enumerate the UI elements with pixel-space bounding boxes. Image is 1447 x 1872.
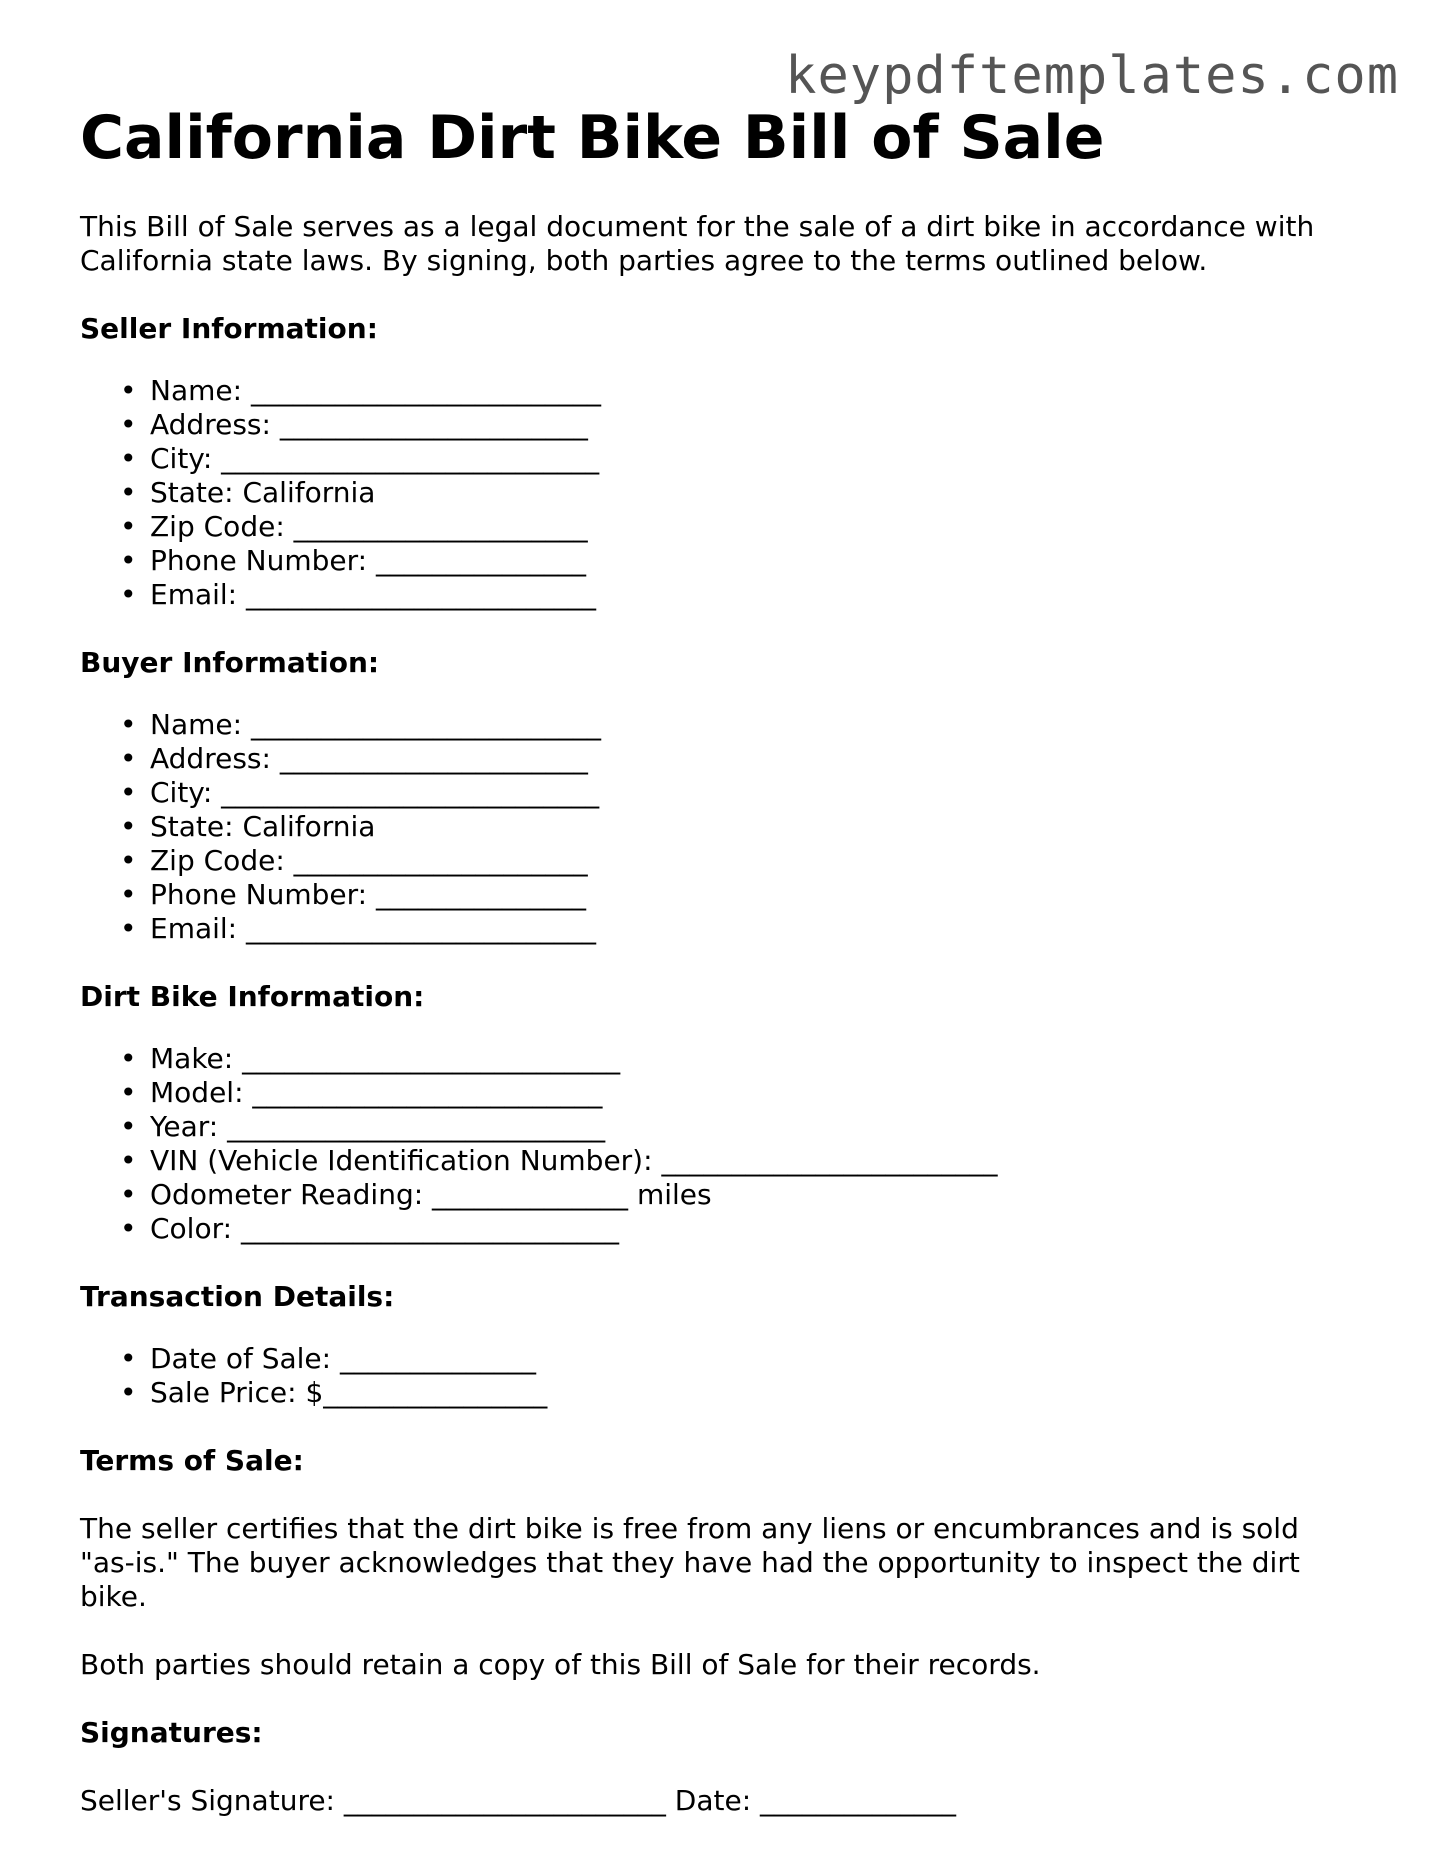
bullet: • <box>120 742 137 775</box>
bike-section-heading: Dirt Bike Information: <box>80 980 425 1013</box>
bullet: • <box>120 510 137 543</box>
item-text: City: ___________________________ <box>150 442 600 475</box>
seller-state-item <box>120 476 1380 510</box>
bike-info-list <box>80 1042 1380 1246</box>
item-text: Date of Sale: ______________ <box>150 1342 536 1375</box>
item-text: City: ___________________________ <box>150 776 600 809</box>
bullet: • <box>120 578 137 611</box>
item-text: Name: _________________________ <box>150 708 601 741</box>
item-text: Zip Code: _____________________ <box>150 510 588 543</box>
seller-phone-item <box>120 544 1380 578</box>
bullet: • <box>120 1212 137 1245</box>
item-text: Model: _________________________ <box>150 1076 603 1109</box>
seller-email-item <box>120 578 1380 612</box>
sale-date-item <box>120 1342 1380 1376</box>
item-text: Make: ___________________________ <box>150 1042 621 1075</box>
seller-zip-item <box>120 510 1380 544</box>
seller-address-item <box>120 408 1380 442</box>
transaction-section-heading: Transaction Details: <box>80 1280 395 1313</box>
bullet: • <box>120 912 137 945</box>
bullet: • <box>120 442 137 475</box>
seller-city-item <box>120 442 1380 476</box>
bullet: • <box>120 878 137 911</box>
item-text: Odometer Reading: ______________ miles <box>150 1178 712 1211</box>
bullet: • <box>120 1110 137 1143</box>
bullet: • <box>120 1144 137 1177</box>
seller-info-list <box>80 374 1380 612</box>
item-text: Email: _________________________ <box>150 578 597 611</box>
bike-make-item <box>120 1042 1380 1076</box>
bike-odometer-item <box>120 1178 1380 1212</box>
buyer-city-item <box>120 776 1380 810</box>
bike-color-item <box>120 1212 1380 1246</box>
seller-signature-line: Seller's Signature: _______________________ Date: ______________ <box>80 1784 957 1817</box>
item-text: Sale Price: $________________ <box>150 1376 548 1409</box>
bullet: • <box>120 810 137 843</box>
bullet: • <box>120 776 137 809</box>
item-text: Phone Number: _______________ <box>150 878 586 911</box>
bike-model-item <box>120 1076 1380 1110</box>
bullet: • <box>120 1376 137 1409</box>
bullet: • <box>120 374 137 407</box>
buyer-name-item <box>120 708 1380 742</box>
bullet: • <box>120 1042 137 1075</box>
watermark-text: keypdftemplates.com <box>785 46 1399 106</box>
seller-section-heading: Seller Information: <box>80 312 378 345</box>
buyer-phone-item <box>120 878 1380 912</box>
bike-vin-item <box>120 1144 1380 1178</box>
buyer-section-heading: Buyer Information: <box>80 646 380 679</box>
item-text: VIN (Vehicle Identification Number): ________________________ <box>150 1144 998 1177</box>
bullet: • <box>120 476 137 509</box>
buyer-email-item <box>120 912 1380 946</box>
bullet: • <box>120 708 137 741</box>
item-text: Color: ___________________________ <box>150 1212 619 1245</box>
transaction-list <box>80 1342 1380 1410</box>
item-text: State: California <box>150 810 376 843</box>
bullet: • <box>120 1178 137 1211</box>
page-title: California Dirt Bike Bill of Sale <box>80 103 1105 173</box>
item-text: Address: ______________________ <box>150 408 588 441</box>
item-text: Zip Code: _____________________ <box>150 844 588 877</box>
buyer-zip-item <box>120 844 1380 878</box>
terms-paragraph: The seller certifies that the dirt bike is free from any liens or encumbrances and is sold "as-is." The buyer acknowledges that they have had the opportunity to inspect the dirt bike. <box>80 1512 1300 1613</box>
item-text: State: California <box>150 476 376 509</box>
records-paragraph: Both parties should retain a copy of this Bill of Sale for their records. <box>80 1648 1041 1681</box>
item-text: Name: _________________________ <box>150 374 601 407</box>
item-text: Address: ______________________ <box>150 742 588 775</box>
terms-section-heading: Terms of Sale: <box>80 1444 304 1477</box>
document-page <box>80 100 1380 1818</box>
buyer-state-item <box>120 810 1380 844</box>
bike-year-item <box>120 1110 1380 1144</box>
buyer-address-item <box>120 742 1380 776</box>
bullet: • <box>120 1076 137 1109</box>
item-text: Phone Number: _______________ <box>150 544 586 577</box>
bullet: • <box>120 1342 137 1375</box>
bullet: • <box>120 544 137 577</box>
buyer-info-list <box>80 708 1380 946</box>
sale-price-item <box>120 1376 1380 1410</box>
item-text: Email: _________________________ <box>150 912 597 945</box>
intro-paragraph: This Bill of Sale serves as a legal document for the sale of a dirt bike in accordance with California state laws. By signing, both parties agree to the terms outlined below. <box>80 210 1315 277</box>
signatures-section-heading: Signatures: <box>80 1716 263 1749</box>
item-text: Year: ___________________________ <box>150 1110 606 1143</box>
bullet: • <box>120 408 137 441</box>
seller-name-item <box>120 374 1380 408</box>
bullet: • <box>120 844 137 877</box>
